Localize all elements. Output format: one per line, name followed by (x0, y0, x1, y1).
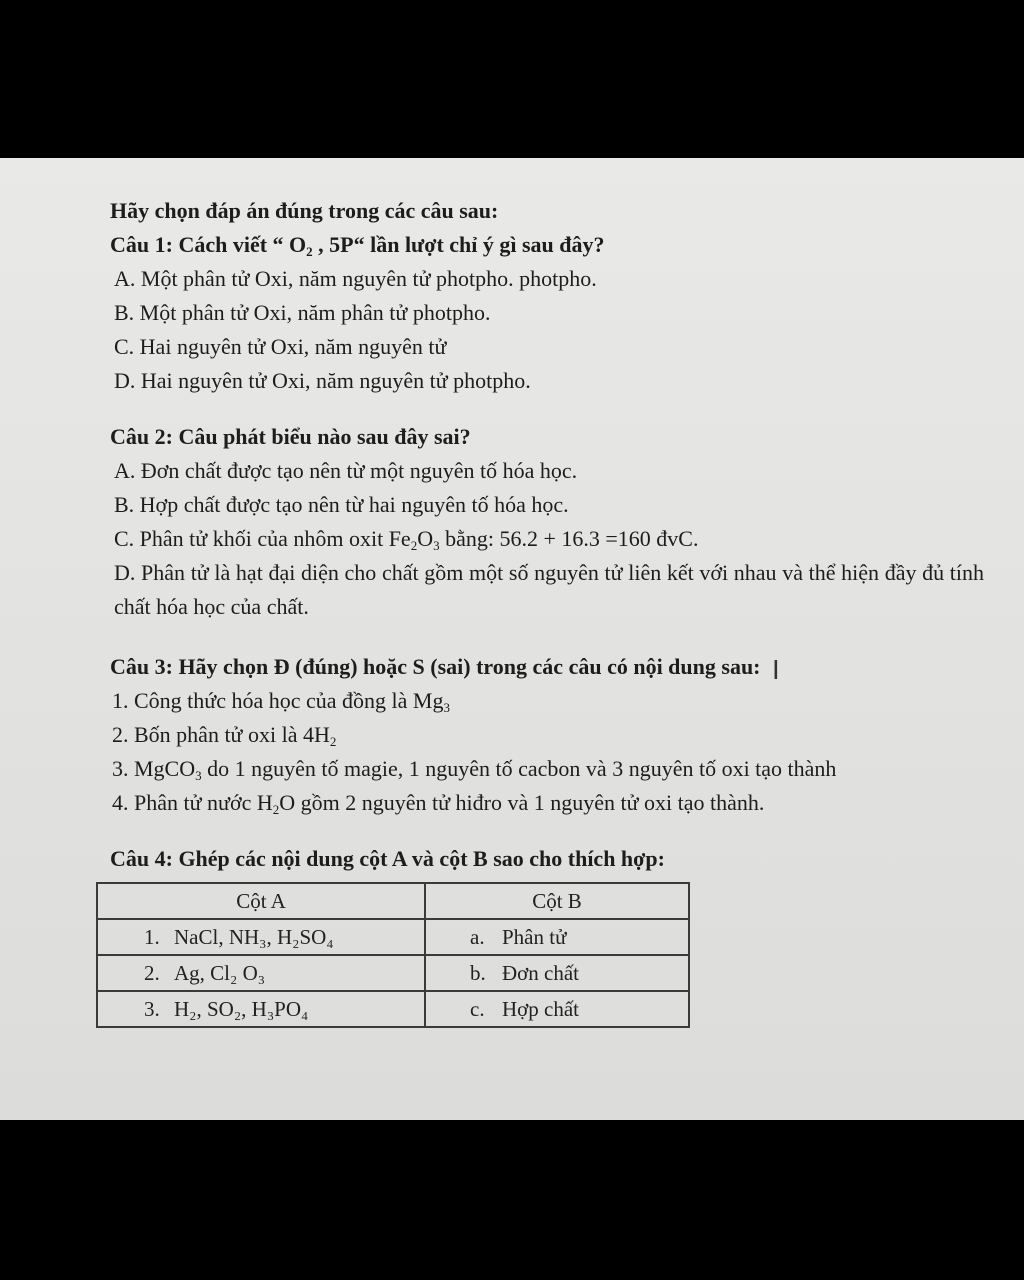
column-b-cell (425, 991, 689, 1027)
spacer (110, 624, 990, 650)
table-row (97, 955, 689, 991)
question-2-option-d: D. Phân tử là hạt đại diện cho chất gồm một số nguyên tử liên kết với nhau và thể hiện đầy đủ tính chất hóa học của chất. (114, 560, 984, 619)
spacer (110, 820, 990, 842)
worksheet-photo (0, 158, 1024, 1120)
column-a-cell (97, 919, 425, 955)
column-b-cell (425, 919, 689, 955)
row-number: 1. (144, 925, 160, 949)
row-number: 3. (144, 997, 160, 1021)
column-a-header: Cột A (97, 883, 425, 919)
column-a-text: Ag, Cl₂ O₃ (174, 961, 266, 985)
question-3-item-1: 1. Công thức hóa học của đồng là $Mg_3$ (112, 688, 450, 715)
question-3-title: Câu 3: Hãy chọn Đ (đúng) hoặc S (sai) trong các câu có nội dung sau: (110, 654, 761, 679)
intro-heading: Hãy chọn đáp án đúng trong các câu sau: (110, 198, 499, 223)
row-letter: b. (470, 961, 486, 985)
question-2-title: Câu 2: Câu phát biểu nào sau đây sai? (110, 424, 471, 449)
question-1-option-c: C. Hai nguyên tử Oxi, năm nguyên tử (114, 334, 447, 359)
question-1-title: Câu 1: Cách viết “ $O_2$ , 5P“ lần lượt chỉ ý gì sau đây? (110, 232, 605, 259)
question-2-option-b: B. Hợp chất được tạo nên từ hai nguyên tố hóa học. (114, 492, 569, 517)
matching-table (96, 882, 690, 1028)
worksheet (110, 194, 990, 1028)
column-b-text: Phân tử (502, 925, 567, 949)
question-4-title: Câu 4: Ghép các nội dung cột A và cột B sao cho thích hợp: (110, 846, 665, 871)
table-row (97, 919, 689, 955)
column-a-text: NaCl, NH₃, H₂SO₄ (174, 925, 334, 949)
question-1-option-a: A. Một phân tử Oxi, năm nguyên tử photpho. photpho. (114, 266, 597, 291)
table-row (97, 991, 689, 1027)
column-b-text: Đơn chất (502, 961, 579, 985)
question-1-option-d: D. Hai nguyên tử Oxi, năm nguyên tử photpho. (114, 368, 531, 393)
column-b-text: Hợp chất (502, 997, 579, 1021)
column-a-text: H₂, SO₂, H₃PO₄ (174, 997, 309, 1021)
column-b-header: Cột B (425, 883, 689, 919)
question-3-item-3: 3. MgCO$_3$ do 1 nguyên tố magie, 1 nguyên tố cacbon và 3 nguyên tố oxi tạo thành (112, 756, 837, 783)
text-cursor-icon: I (772, 656, 780, 686)
row-letter: c. (470, 997, 485, 1021)
column-b-cell (425, 955, 689, 991)
question-3-item-4: 4. Phân tử nước $H_2O$ gồm 2 nguyên tử hiđro và 1 nguyên tử oxi tạo thành. (112, 790, 765, 817)
column-a-cell (97, 991, 425, 1027)
column-a-cell (97, 955, 425, 991)
table-header-row (97, 883, 689, 919)
row-letter: a. (470, 925, 485, 949)
question-1-option-b: B. Một phân tử Oxi, năm phân tử photpho. (114, 300, 491, 325)
question-2-option-a: A. Đơn chất được tạo nên từ một nguyên tố hóa học. (114, 458, 578, 483)
row-number: 2. (144, 961, 160, 985)
spacer (110, 398, 990, 420)
question-3-item-2: 2. Bốn phân tử oxi là $4H_2$ (112, 722, 337, 749)
question-2-option-c: C. Phân tử khối của nhôm oxit $Fe_2O_3$ bằng: 56.2 + 16.3 =160 đvC. (114, 526, 699, 553)
